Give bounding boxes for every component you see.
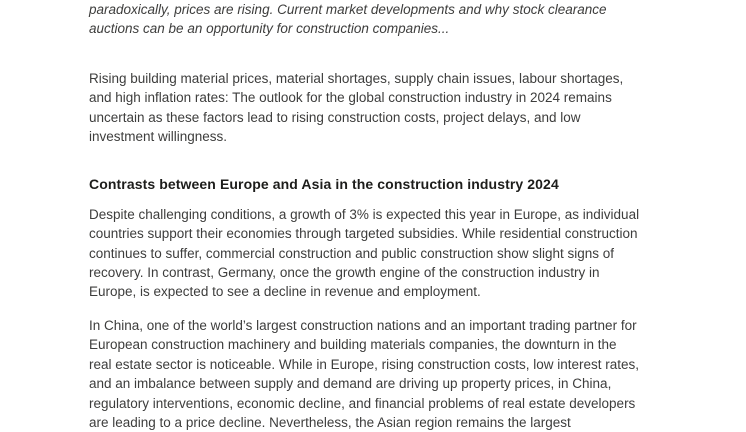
- lead-paragraph-italic: paradoxically, prices are rising. Current market developments and why stock clearance auctions can be an opportunity for construction companies...: [89, 2, 607, 37]
- section-heading: Contrasts between Europe and Asia in the construction industry 2024: [89, 176, 559, 193]
- paragraph-outlook: Rising building material prices, material shortages, supply chain issues, labour shortages, and high inflation rates: The outlook for the global construction industry in 2024 remains uncertain as these factors lead to rising construction costs, project delays, and low investment willingness.: [89, 70, 624, 145]
- paragraph-china: In China, one of the world’s largest construction nations and an important trading partner for European construction machinery and building materials companies, the downturn in the real estate sector is noticeable. While in Europe, rising construction costs, low interest rates, and an imbalance between supply and demand are driving up property prices, in China, regulatory interventions, economic decline, and financial problems of real estate developers are leading to a price decline. Nevertheless, the Asian region remains the largest: [89, 317, 639, 430]
- paragraph-europe-asia: Despite challenging conditions, a growth of 3% is expected this year in Europe, as individual countries support their economies through targeted subsidies. While residential construction continues to suffer, commercial construction and public construction show slight signs of recovery. In contrast, Germany, once the growth engine of the construction industry in Europe, is expected to see a decline in revenue and employment.: [89, 206, 640, 300]
- text-column: [89, 0, 641, 432]
